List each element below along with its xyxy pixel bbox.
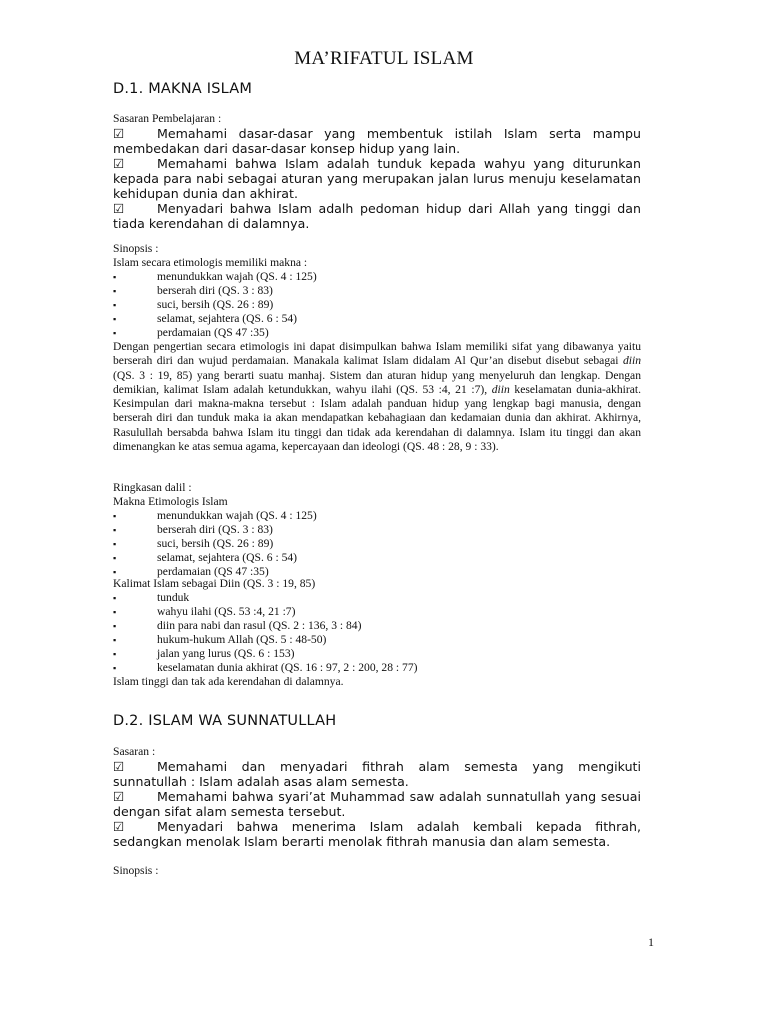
bullet-icon: ▪ (113, 511, 117, 521)
summary-label: Ringkasan dalil : (113, 481, 192, 494)
list-item: ▪ wahyu ilahi (QS. 53 :4, 21 :7) (113, 605, 296, 619)
list-item: ▪ tunduk (113, 591, 190, 604)
objective-item: ☑ Menyadari bahwa Islam adalh pedoman hidup dari Allah yang tinggi dan tiada kerendahan di dalamnya. (113, 201, 641, 231)
list-item: ▪ selamat, sejahtera (QS. 6 : 54) (113, 551, 298, 565)
etymology-list (113, 509, 641, 579)
checkbox-icon: ☑ (113, 126, 125, 141)
list-item: ▪ berserah diri (QS. 3 : 83) (113, 523, 273, 537)
bullet-icon: ▪ (113, 272, 117, 282)
bullet-icon: ▪ (113, 567, 117, 578)
document-title: MA’RIFATUL ISLAM (294, 48, 474, 69)
list-item: ▪ menundukkan wajah (QS. 4 : 125) (113, 270, 317, 283)
bullet-icon: ▪ (113, 553, 117, 564)
bullet-icon: ▪ (113, 635, 117, 646)
list-item: ▪ perdamaian (QS 47 :35) (113, 326, 269, 340)
list-item: ▪ diin para nabi dan rasul (QS. 2 : 136, 3 : 84) (113, 619, 362, 633)
bullet-icon: ▪ (113, 663, 117, 674)
objectives-label: Sasaran Pembelajaran : (113, 112, 222, 125)
closing-line: Islam tinggi dan tak ada kerendahan di dalamnya. (113, 675, 344, 688)
bullet-icon: ▪ (113, 286, 117, 297)
objectives-label: Sasaran : (113, 745, 156, 758)
checkbox-icon: ☑ (113, 789, 125, 804)
objective-item: ☑ Menyadari bahwa menerima Islam adalah kembali kepada fithrah, sedangkan menolak Islam berarti menolak fithrah manusia dan alam semesta. (113, 819, 641, 849)
bullet-icon: ▪ (113, 525, 117, 536)
meaning-list (113, 270, 641, 340)
checkbox-icon: ☑ (113, 759, 125, 774)
list-item: ▪ suci, bersih (QS. 26 : 89) (113, 537, 274, 551)
diin-list (113, 591, 641, 676)
objective-item: ☑ Memahami bahwa Islam adalah tunduk kepada wahyu yang diturunkan kepada para nabi sebagai aturan yang merupakan jalan lurus menuju keselamatan kehidupan dunia dan akhirat. (113, 156, 641, 201)
checkbox-icon: ☑ (113, 156, 125, 171)
bullet-icon: ▪ (113, 649, 117, 660)
objective-item: ☑ Memahami bahwa syari’at Muhammad saw adalah sunnatullah yang sesuai dengan sifat alam semesta tersebut. (113, 789, 641, 819)
checkbox-icon: ☑ (113, 201, 125, 216)
synopsis-label: Sinopsis : (113, 242, 159, 255)
bullet-icon: ▪ (113, 314, 117, 325)
list-item: ▪ suci, bersih (QS. 26 : 89) (113, 298, 274, 312)
objective-item: ☑ Memahami dan menyadari fithrah alam semesta yang mengikuti sunnatullah : Islam adalah asas alam semesta. (113, 759, 641, 789)
page-number: 1 (648, 935, 654, 949)
objectives-list (113, 759, 641, 849)
checkbox-icon: ☑ (113, 819, 125, 834)
bullet-icon: ▪ (113, 593, 117, 603)
objectives-list (113, 126, 641, 231)
bullet-icon: ▪ (113, 300, 117, 311)
synopsis-intro: Islam secara etimologis memiliki makna : (113, 256, 308, 269)
bullet-icon: ▪ (113, 539, 117, 550)
bullet-icon: ▪ (113, 607, 117, 618)
synopsis-paragraph: Dengan pengertian secara etimologis ini dapat disimpulkan bahwa Islam memiliki sifat yang dibawanya yaitu berserah diri dan wujud perdamaian. Manakala kalimat Islam didalam Al Qur’an disebut disebut sebagai diin (QS. 3 : 19, 85) yang berarti suatu manhaj. Sistem dan aturan hidup yang menyeluruh dan lengkap. Dengan demikian, kalimat Islam adalah ketundukkan, wahyu ilahi (QS. 53 :4, 21 :7), diin keselamatan dunia-akhirat. Kesimpulan dari makna-makna tersebut : Islam adalah panduan hidup yang lengkap bagi manusia, dengan berserah diri dan tunduk maka ia akan mendapatkan kebahagiaan dan kedamaian dunia dan akhirat. Akhirnya, Rasulullah bersabda bahwa Islam itu tinggi dan tidak ada kerendahan di dalamnya. Islam itu tinggi dan akan dimenangkan ke atas semua agama, kepercayaan dan ideologi (QS. 48 : 28, 9 : 33). (113, 340, 641, 454)
objective-item: ☑ Memahami dasar-dasar yang membentuk istilah Islam serta mampu membedakan dari dasar-dasar konsep hidup yang lain. (113, 126, 641, 156)
list-item: ▪ hukum-hukum Allah (QS. 5 : 48-50) (113, 633, 327, 647)
section-heading-makna-islam: D.1. MAKNA ISLAM (113, 81, 253, 97)
list-item: ▪ perdamaian (QS 47 :35) (113, 565, 269, 579)
bullet-icon: ▪ (113, 621, 117, 632)
list-item: ▪ berserah diri (QS. 3 : 83) (113, 284, 273, 298)
synopsis-label: Sinopsis : (113, 864, 159, 877)
list-item: ▪ menundukkan wajah (QS. 4 : 125) (113, 509, 317, 522)
diin-label: Kalimat Islam sebagai Diin (QS. 3 : 19, 85) (113, 577, 316, 590)
etymology-label: Makna Etimologis Islam (113, 495, 228, 508)
list-item: ▪ keselamatan dunia akhirat (QS. 16 : 97, 2 : 200, 28 : 77) (113, 661, 418, 675)
list-item: ▪ selamat, sejahtera (QS. 6 : 54) (113, 312, 298, 326)
bullet-icon: ▪ (113, 328, 117, 339)
list-item: ▪ jalan yang lurus (QS. 6 : 153) (113, 647, 295, 661)
section-heading-sunnatullah: D.2. ISLAM WA SUNNATULLAH (113, 713, 337, 729)
